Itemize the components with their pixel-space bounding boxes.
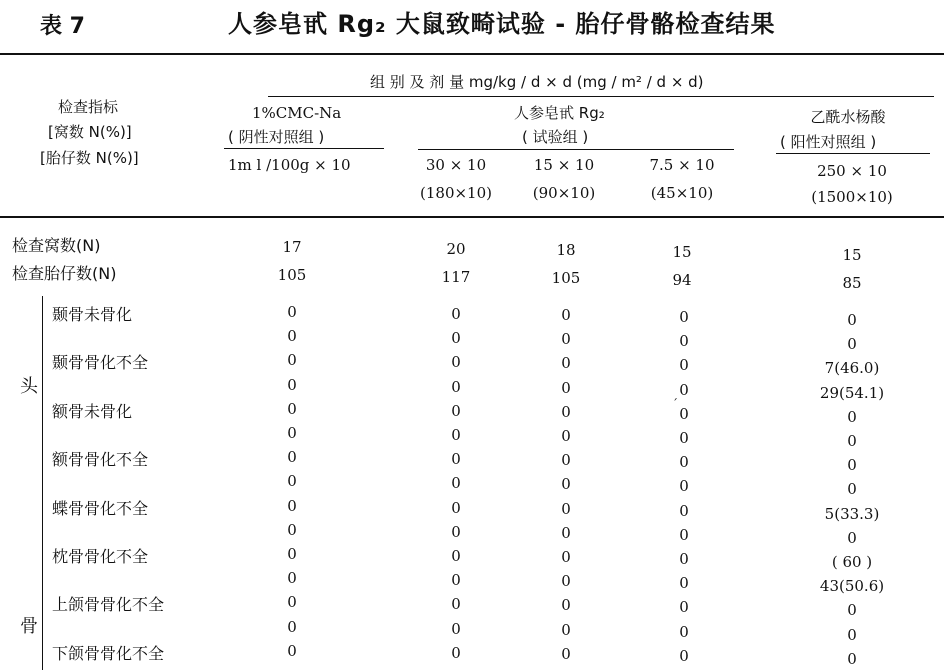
summary-cell: 20 — [446, 240, 466, 258]
summary-row-label: 检查窝数(N) — [12, 236, 101, 255]
bone-cell: 0 — [287, 545, 297, 563]
bone-bracket-line — [42, 296, 43, 670]
test-human-mid: (90×10) — [532, 184, 596, 202]
bone-cell: 29(54.1) — [819, 383, 885, 402]
bone-row-label: 颞骨骨化不全 — [52, 353, 149, 373]
bone-cell: 0 — [679, 477, 689, 496]
summary-cell: 17 — [282, 238, 302, 256]
positive-role-underline — [776, 153, 930, 154]
bone-cell: 0 — [847, 528, 857, 547]
top-rule — [0, 53, 944, 55]
negative-role: ( 阴性对照组 ) — [228, 128, 325, 146]
bone-cell: 0 — [451, 547, 461, 565]
test-role-underline — [418, 149, 734, 150]
group-label-head: 头 — [20, 376, 38, 397]
bone-cell: 0 — [847, 335, 857, 354]
positive-role: ( 阳性对照组 ) — [780, 133, 877, 151]
bone-row-label: 额骨骨化不全 — [52, 450, 149, 470]
bone-cell: 0 — [847, 601, 857, 620]
summary-cell: 94 — [672, 271, 692, 289]
summary-cell: 117 — [441, 268, 471, 286]
bone-row-label: 上颌骨骨化不全 — [52, 595, 165, 615]
bone-cell: ( 60 ) — [831, 553, 873, 571]
positive-name: 乙酰水杨酸 — [810, 108, 886, 126]
bone-cell: 0 — [561, 378, 571, 397]
bone-cell: 0 — [679, 574, 689, 593]
bone-cell: 0 — [561, 306, 571, 324]
bone-cell: 0 — [561, 354, 571, 373]
bone-cell: 0 — [561, 620, 571, 639]
bone-cell: 0 — [561, 572, 571, 591]
group-rule — [268, 96, 934, 97]
bone-cell: 0 — [847, 407, 857, 426]
bone-cell: 0 — [679, 598, 689, 617]
bone-cell: 0 — [679, 429, 689, 447]
bone-row-label: 下颌骨骨化不全 — [52, 643, 165, 663]
bone-cell: 0 — [679, 622, 689, 641]
bone-cell: 0 — [451, 426, 461, 444]
bone-cell: 0 — [287, 424, 297, 442]
negative-name-underline — [224, 148, 384, 149]
negative-name: 1%CMC-Na — [252, 104, 342, 122]
bone-cell: 0 — [561, 499, 571, 518]
bone-cell: 0 — [287, 375, 297, 394]
bone-cell: 0 — [287, 303, 297, 321]
bone-cell: 0 — [451, 450, 461, 469]
bone-cell: 0 — [451, 571, 461, 590]
bone-cell: 0 — [451, 619, 461, 638]
bone-cell: 0 — [561, 427, 571, 445]
group-label-bone: 骨 — [20, 616, 38, 637]
bone-cell: 0 — [847, 649, 857, 668]
test-dose-low: 7.5 × 10 — [649, 156, 715, 174]
group-dose-heading: 组 别 及 剂 量 mg/kg / d × d (mg / m² / d × d) — [370, 73, 704, 91]
test-dose-mid: 15 × 10 — [533, 156, 595, 174]
index-col-litter: [窝数 N(%)] — [48, 123, 132, 141]
bone-cell: 0 — [561, 644, 571, 663]
bone-cell: 0 — [561, 523, 571, 542]
bone-cell: 0 — [561, 548, 571, 566]
summary-cell: 105 — [551, 269, 581, 287]
bone-row-label: 蝶骨骨化不全 — [52, 498, 149, 518]
stray-tick: ´ — [672, 397, 678, 411]
bone-cell: 0 — [847, 311, 857, 329]
bone-cell: 0 — [451, 329, 461, 348]
bone-cell: 0 — [847, 625, 857, 644]
index-col-fetus: [胎仔数 N(%)] — [40, 149, 139, 167]
summary-cell: 15 — [672, 243, 692, 261]
bone-cell: 0 — [561, 330, 571, 349]
bone-cell: 0 — [451, 643, 461, 662]
bone-cell: 0 — [451, 401, 461, 420]
summary-cell: 85 — [842, 274, 862, 292]
bone-cell: 7(46.0) — [824, 359, 880, 378]
test-name: 人参皂甙 Rg₂ — [514, 104, 605, 122]
table-title: 人参皂甙 Rg₂ 大鼠致畸试验 - 胎仔骨骼检查结果 — [228, 10, 776, 38]
bone-cell: 0 — [679, 308, 689, 326]
bone-cell: 0 — [451, 522, 461, 541]
bone-cell: 0 — [847, 480, 857, 499]
bone-cell: 0 — [679, 501, 689, 520]
bone-cell: 0 — [451, 305, 461, 323]
bone-cell: 0 — [679, 646, 689, 665]
bone-cell: 0 — [561, 475, 571, 494]
bone-row-label: 枕骨骨化不全 — [52, 547, 149, 566]
bone-cell: 0 — [287, 617, 297, 636]
bone-cell: 0 — [561, 596, 571, 615]
bone-cell: 0 — [561, 451, 571, 470]
bone-cell: 0 — [287, 327, 297, 346]
test-role: ( 试验组 ) — [522, 128, 589, 146]
bone-cell: 0 — [451, 377, 461, 396]
bone-cell: 0 — [287, 520, 297, 539]
bone-cell: 0 — [679, 380, 689, 399]
summary-cell: 105 — [277, 266, 307, 284]
bone-cell: 0 — [847, 456, 857, 475]
summary-cell: 18 — [556, 241, 576, 259]
bone-row-label: 额骨未骨化 — [52, 401, 133, 421]
bone-cell: 0 — [287, 399, 297, 418]
bone-cell: 0 — [679, 332, 689, 351]
bone-cell: 0 — [679, 453, 689, 472]
bone-cell: 0 — [287, 351, 297, 370]
index-col-title: 检查指标 — [58, 98, 119, 116]
bone-cell: 0 — [287, 593, 297, 612]
bone-cell: 0 — [451, 353, 461, 372]
header-bottom-rule — [0, 216, 944, 218]
summary-cell: 15 — [842, 246, 862, 264]
bone-cell: 0 — [287, 641, 297, 660]
test-dose-high: 30 × 10 — [425, 156, 487, 174]
negative-dose: 1m l /100g × 10 — [228, 156, 351, 174]
bone-cell: 0 — [847, 432, 857, 450]
bone-cell: 0 — [287, 448, 297, 467]
bone-cell: 0 — [451, 498, 461, 517]
bone-cell: 0 — [679, 404, 689, 423]
bone-cell: 0 — [679, 525, 689, 544]
bone-cell: 5(33.3) — [824, 504, 880, 523]
bone-cell: 0 — [679, 550, 689, 568]
test-human-high: (180×10) — [420, 184, 492, 202]
bone-cell: 0 — [679, 356, 689, 375]
bone-cell: 0 — [451, 595, 461, 614]
bone-cell: 0 — [561, 402, 571, 421]
bone-cell: 0 — [287, 496, 297, 515]
positive-human: (1500×10) — [811, 188, 893, 206]
test-human-low: (45×10) — [650, 184, 714, 202]
table-label: 表 7 — [40, 14, 85, 39]
summary-row-label: 检查胎仔数(N) — [12, 264, 117, 283]
bone-cell: 0 — [287, 472, 297, 491]
bone-cell: 0 — [287, 569, 297, 588]
positive-dose: 250 × 10 — [817, 162, 887, 180]
bone-cell: 0 — [451, 474, 461, 493]
bone-cell: 43(50.6) — [819, 577, 885, 596]
bone-row-label: 颞骨未骨化 — [52, 305, 133, 324]
